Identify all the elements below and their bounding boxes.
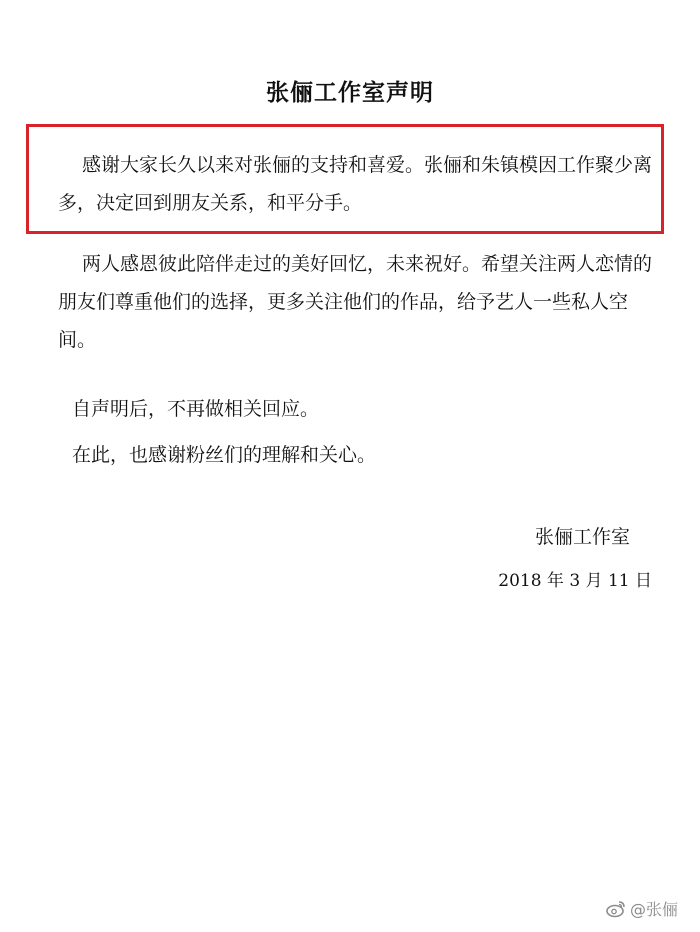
weibo-watermark <box>606 897 678 920</box>
paragraph-2: 两人感恩彼此陪伴走过的美好回忆，未来祝好。希望关注两人恋情的朋友们尊重他们的选择，更多关注他们的作品，给予艺人一些私人空间。 <box>58 253 653 351</box>
statement-date: 2018 年 3 月 11 日 <box>498 571 652 591</box>
paragraph-3: 自声明后，不再做相关回应。 <box>72 398 320 420</box>
signature: 张俪工作室 <box>534 526 630 548</box>
document-title: 张俪工作室声明 <box>266 79 434 106</box>
paragraph-4: 在此，也感谢粉丝们的理解和关心。 <box>72 444 377 466</box>
weibo-icon <box>606 900 626 918</box>
watermark-text: @张俪 <box>629 900 678 919</box>
paragraph-1: 感谢大家长久以来对张俪的支持和喜爱。张俪和朱镇模因工作聚少离多，决定回到朋友关系，和平分手。 <box>58 154 653 214</box>
